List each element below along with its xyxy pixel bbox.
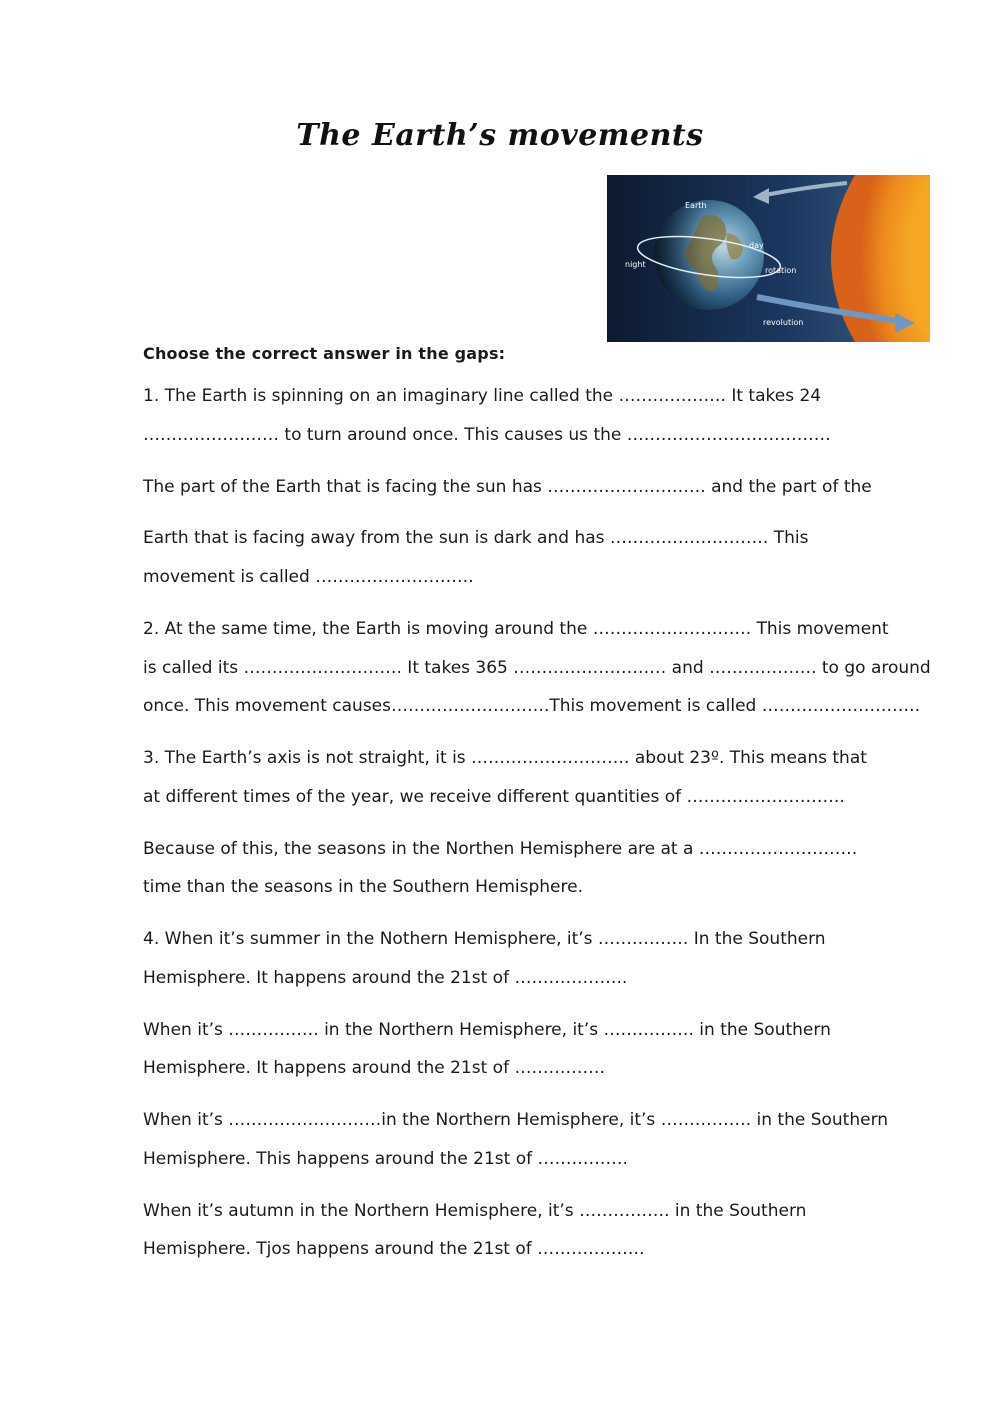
worksheet-line: …………………… to turn around once. This causes us the ……………………………… [143, 425, 831, 445]
worksheet-title: The Earth’s movements [296, 118, 704, 153]
worksheet-line: 1. The Earth is spinning on an imaginary line called the ………………. It takes 24 [143, 386, 822, 406]
revolution-label: revolution [763, 318, 804, 327]
worksheet-line: is called its ………………………. It takes 365 ……………………… and ………………. to go around [143, 658, 931, 678]
worksheet-line: once. This movement causes……………………….This movement is called ………………………. [143, 696, 921, 716]
worksheet-line: movement is called ………………………. [143, 567, 474, 587]
worksheet-line: When it’s autumn in the Northern Hemisphere, it’s ……………. in the Southern [143, 1201, 807, 1221]
instructions: Choose the correct answer in the gaps: [143, 344, 506, 363]
worksheet-line: at different times of the year, we receive different quantities of ………………………. [143, 787, 845, 807]
worksheet-line: 4. When it’s summer in the Nothern Hemisphere, it’s ……………. In the Southern [143, 929, 826, 949]
worksheet-line: 2. At the same time, the Earth is moving around the ………………………. This movement [143, 619, 889, 639]
worksheet-line: Hemisphere. It happens around the 21st of ……………. [143, 1058, 605, 1078]
worksheet-line: Hemisphere. This happens around the 21st of ……………. [143, 1149, 628, 1169]
worksheet-line: Earth that is facing away from the sun is dark and has ………………………. This [143, 528, 809, 548]
day-label: day [749, 241, 764, 250]
worksheet-line: 3. The Earth’s axis is not straight, it is ………………………. about 23º. This means that [143, 748, 867, 768]
worksheet-line: Because of this, the seasons in the Northen Hemisphere are at a ………………………. [143, 839, 858, 859]
worksheet-line: When it’s ………………………in the Northern Hemisphere, it’s ……………. in the Southern [143, 1110, 889, 1130]
night-label: night [625, 260, 646, 269]
earth-movements-illustration [607, 175, 930, 342]
worksheet-line: Hemisphere. It happens around the 21st of ……………….. [143, 968, 628, 988]
worksheet-line: When it’s ……………. in the Northern Hemisphere, it’s ……………. in the Southern [143, 1020, 831, 1040]
rotation-label: rotation [765, 266, 797, 275]
worksheet-line: time than the seasons in the Southern Hemisphere. [143, 877, 583, 897]
worksheet-line: The part of the Earth that is facing the sun has ………………………. and the part of the [143, 477, 872, 497]
worksheet-line: Hemisphere. Tjos happens around the 21st of ………………. [143, 1239, 645, 1259]
earth-label: Earth [685, 201, 707, 210]
